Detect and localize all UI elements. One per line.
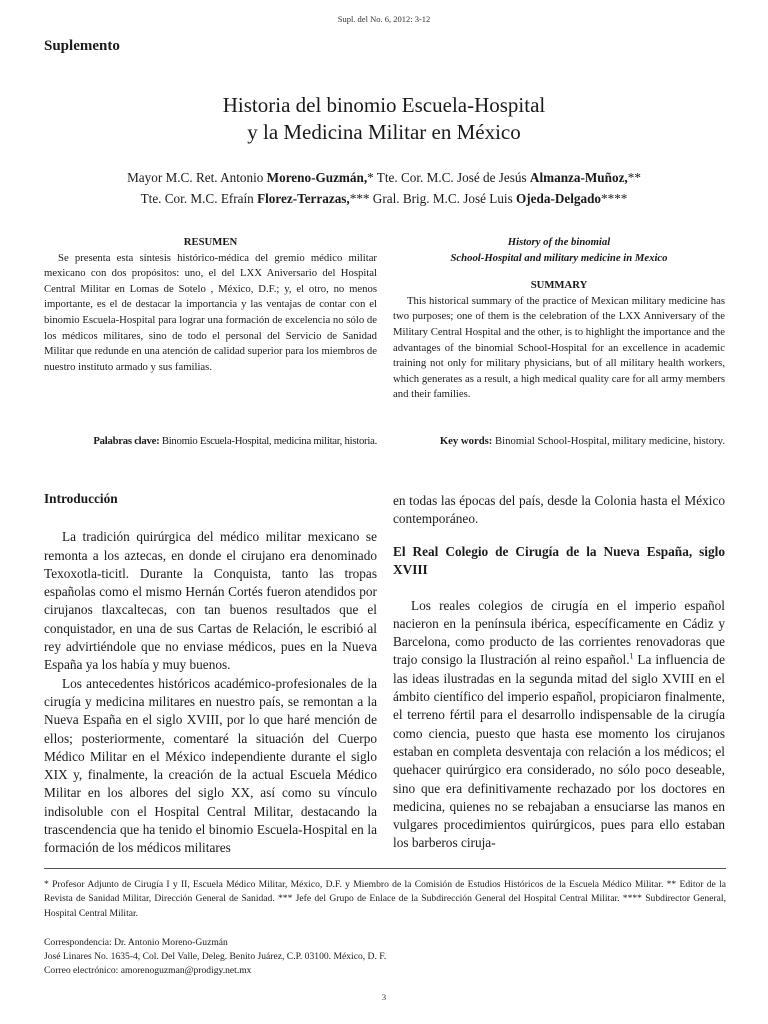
- keywords-es: Binomio Escuela-Hospital, medicina militar, historia.: [159, 435, 377, 447]
- citation-1[interactable]: 1: [629, 652, 634, 662]
- correspondence-email[interactable]: Correo electrónico: amorenoguzman@prodigy.net.mx: [44, 964, 252, 976]
- resumen-heading: RESUMEN: [183, 236, 238, 248]
- author-2-name: Almanza-Muñoz,: [529, 170, 628, 185]
- author-4-rank: Gral. Brig. M.C. José Luis: [372, 191, 517, 206]
- author-3-rank: Tte. Cor. M.C. Efraín: [140, 191, 258, 206]
- footnote-divider: [44, 868, 726, 869]
- resumen-block: [44, 235, 377, 375]
- real-colegio-text-b: La influencia de las ideas ilustradas en la segunda mitad del siglo XVIII en el ámbito científico del imperio español, propiciaron finalmente, el terreno fértil para el desarrollo indispensable de la cirugía como ciencia, puesto que hasta ese momento los cirujanos estaban en completa desventaja con relación a los médicos; el quehacer quirúrgico era considerado, no sólo poco deseable, sino que era definitivamente rechazado por los doctores en medicina, quienes no se rebajaban a ensuciarse las manos en vulgares procedimientos quirúrgicos, pues para ello estaban los barberos ciruja-: [393, 652, 725, 851]
- summary-heading: SUMMARY: [530, 279, 588, 292]
- author-3-mark: ***: [349, 191, 373, 206]
- body-column-right: [393, 492, 725, 853]
- title-line-1: Historia del binomio Escuela-Hospital: [222, 93, 546, 117]
- author-2-mark: **: [627, 170, 641, 185]
- summary-title-line-1: History of the binomial: [507, 236, 611, 248]
- summary-title-line-2: School-Hospital and military medicine in Mexico: [450, 251, 668, 264]
- body-column-left: [44, 490, 377, 858]
- title-line-2: y la Medicina Militar en México: [247, 120, 521, 144]
- summary-text: This historical summary of the practice of Mexican military medicine has two purposes; one of them is the celebration of the LXX Anniversary of the Military Central Hospital and the other, is to highlight the importance and the advantages of the binomial School-Hospital for an excellence in academic training not only for military physicians, but of all military health workers, which generates as a result, a high medical quality care for all army members and their families.: [393, 294, 725, 401]
- author-1-name: Moreno-Guzmán,: [266, 170, 368, 185]
- author-4-mark: ****: [601, 191, 628, 206]
- summary-block: [393, 235, 725, 403]
- author-4-name: Ojeda-Delgado: [516, 191, 602, 206]
- summary-keywords: [393, 434, 725, 449]
- page-number: 3: [381, 992, 387, 1002]
- keywords-en: Binomial School-Hospital, military medicine, history.: [492, 435, 725, 447]
- resumen-text: Se presenta esta síntesis histórico-médica del gremio médico militar mexicano con dos propósitos: uno, el del LXX Aniversario del Hospital Central Militar en Lomas de Sotelo , México, D.F.; y, el otro, no menos importante, es el de destacar la importancia y las ventajas de contar con el binomio Escuela-Hospital para lograr una formación de excelencia no sólo de los médicos militares, sino de todo el personal del Servicio de Sanidad Militar que redunde en una atención de calidad superior para los miembros de nuestro instituto armado y sus familias.: [44, 251, 377, 373]
- correspondence-block: [44, 936, 726, 977]
- authors-line-2: [44, 188, 724, 209]
- journal-reference: Supl. del No. 6, 2012: 3-12: [337, 14, 431, 24]
- real-colegio-text-a: Los reales colegios de cirugía en el imperio español nacieron en la península ibérica, específicamente en Cádiz y Barcelona, como producto de las corrientes renovadoras que trajo consigo la Ilustración al reino español.: [393, 597, 725, 668]
- correspondence-name: Correspondencia: Dr. Antonio Moreno-Guzmán: [44, 937, 228, 948]
- author-3-name: Florez-Terrazas,: [257, 191, 350, 206]
- real-colegio-heading: El Real Colegio de Cirugía de la Nueva España, siglo XVIII: [393, 543, 725, 577]
- author-2-rank: Tte. Cor. M.C. José de Jesús: [376, 170, 530, 185]
- authors-line-1: [44, 167, 724, 188]
- resumen-keywords: [44, 434, 377, 449]
- intro-paragraph-2: Los antecedentes históricos académico-profesionales de la cirugía y medicina militares en nuestro país, se remontan a la Nueva España en el siglo XVIII, por lo que haré mención de ellos; posteriormente, comentaré la situación del Cuerpo Médico Militar en el México independiente durante el siglo XIX y, finalmente, la creación de la actual Escuela Médico Militar en los albores del siglo XX, así como su vínculo indisoluble con el Hospital Central Militar, destacando la trascendencia que ha tenido el binomio Escuela-Hospital en la formación de los médicos militares: [44, 675, 377, 856]
- real-colegio-paragraph: [393, 597, 725, 853]
- author-footnotes: * Profesor Adjunto de Cirugía I y II, Escuela Médico Militar, México, D.F. y Miembro de la Comisión de Estudios Históricos de la Escuela Médico Militar. ** Editor de la Revista de Sanidad Militar, Dirección General de Sanidad. *** Jefe del Grupo de Enlace de la Subdirección General del Hospital Central Militar. **** Subdirector General, Hospital Central Militar.: [44, 879, 726, 919]
- keywords-label-en: Key words:: [439, 435, 493, 447]
- article-title: [44, 92, 724, 146]
- author-list: [44, 167, 724, 209]
- keywords-label-es: Palabras clave:: [93, 435, 160, 447]
- section-label: Suplemento: [44, 38, 120, 54]
- intro-continuation: en todas las épocas del país, desde la Colonia hasta el México contemporáneo.: [393, 493, 725, 527]
- author-1-rank: Mayor M.C. Ret. Antonio: [127, 170, 267, 185]
- author-1-mark: *: [367, 170, 377, 185]
- intro-heading: Introducción: [44, 491, 118, 506]
- intro-paragraph-1: La tradición quirúrgica del médico militar mexicano se remonta a los aztecas, en donde el cirujano era denominado Texoxotla-ticitl. Durante la Conquista, tanto las tropas españolas como el mismo Hernán Cortés fueron atendidos por cirujanos tlaxcaltecas, con tan buenos resultados que el conquistador, en una de sus Cartas de Relación, le escribió al rey advirtiéndole que no enviase médicos, pues en la Nueva España ya los había y muy buenos.: [44, 529, 377, 673]
- correspondence-address: José Linares No. 1635-4, Col. Del Valle, Deleg. Benito Juárez, C.P. 03100. México, D. F.: [44, 950, 387, 962]
